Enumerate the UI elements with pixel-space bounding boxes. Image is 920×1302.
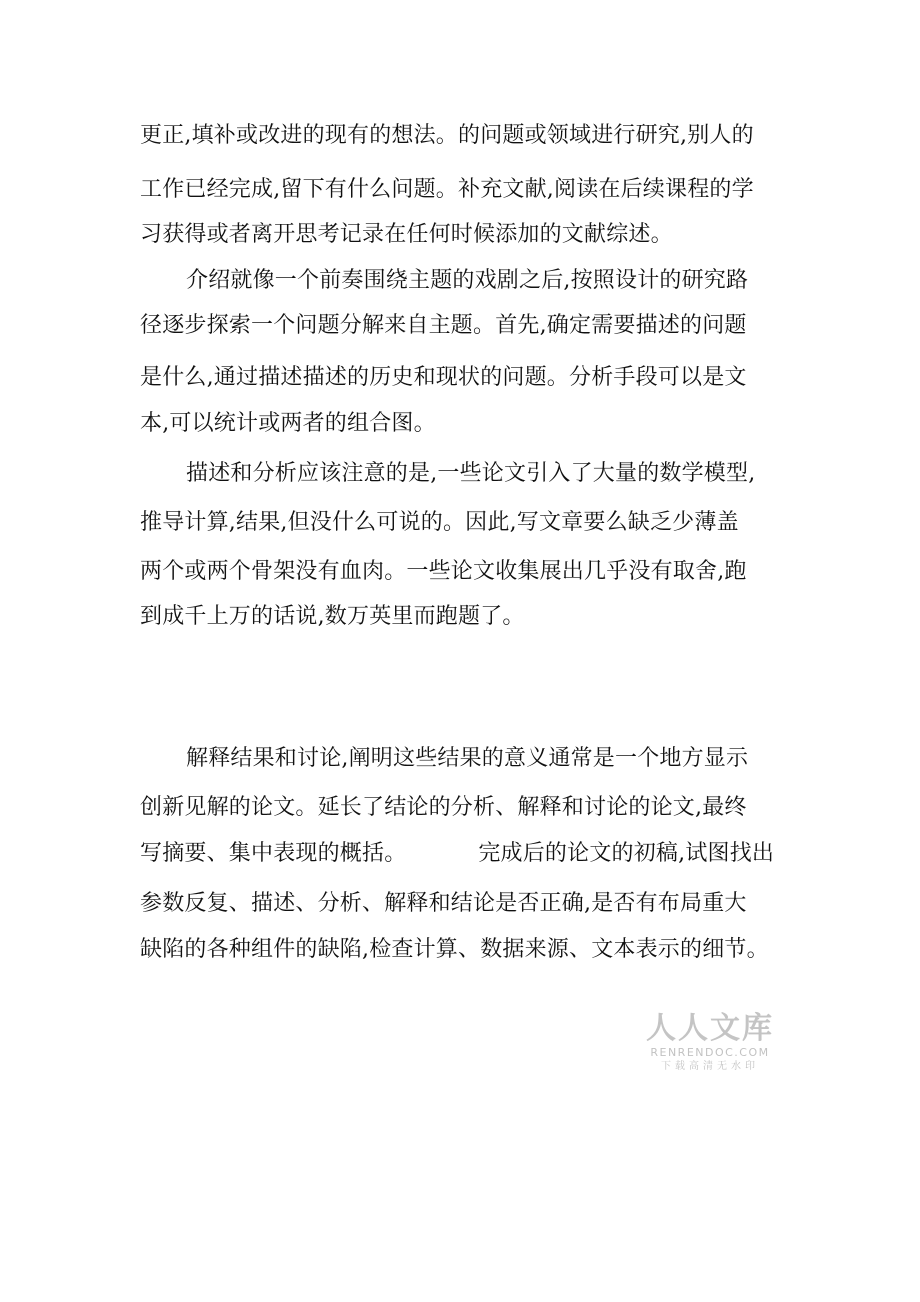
paragraph-2-line-4: 本,可以统计或两者的组合图。 bbox=[140, 411, 436, 436]
paragraph-1-line-2: 工作已经完成,留下有什么问题。补充文献,阅读在后续课程的学 bbox=[140, 177, 754, 202]
paragraph-2-line-2: 径逐步探索一个问题分解来自主题。首先,确定需要描述的问题 bbox=[140, 313, 747, 338]
paragraph-3-line-4: 到成千上万的话说,数万英里而跑题了。 bbox=[140, 604, 525, 629]
paragraph-1-line-3: 习获得或者离开思考记录在任何时候添加的文献综述。 bbox=[140, 222, 673, 247]
watermark-title: 人人文库 bbox=[646, 1011, 774, 1046]
paragraph-4-line-1: 解释结果和讨论,阐明这些结果的意义通常是一个地方显示 bbox=[186, 746, 749, 771]
paragraph-3-line-2: 推导计算,结果,但没什么可说的。因此,写文章要么缺乏少薄盖 bbox=[140, 510, 739, 535]
watermark-tagline: 下载高清无水印 bbox=[661, 1061, 759, 1072]
paragraph-2-line-1: 介绍就像一个前奏围绕主题的戏剧之后,按照设计的研究路 bbox=[186, 268, 749, 293]
paragraph-4-line-5: 缺陷的各种组件的缺陷,检查计算、数据来源、文本表示的细节。 bbox=[140, 937, 769, 962]
paragraph-1-line-1: 更正,填补或改进的现有的想法。的问题或领域进行研究,别人的 bbox=[140, 123, 754, 148]
paragraph-4-line-3: 写摘要、集中表现的概括。 完成后的论文的初稿,试图找出 bbox=[140, 841, 775, 866]
watermark-domain: RENRENDOC.COM bbox=[650, 1046, 770, 1059]
watermark-logo bbox=[640, 1012, 780, 1074]
paragraph-4-line-2: 创新见解的论文。延长了结论的分析、解释和讨论的论文,最终 bbox=[140, 795, 747, 820]
paragraph-3-line-1: 描述和分析应该注意的是,一些论文引入了大量的数学模型, bbox=[186, 461, 756, 486]
paragraph-2-line-3: 是什么,通过描述描述的历史和现状的问题。分析手段可以是文 bbox=[140, 365, 747, 390]
paragraph-3-line-3: 两个或两个骨架没有血肉。一些论文收集展出几乎没有取舍,跑 bbox=[140, 559, 747, 584]
paragraph-4-line-4: 参数反复、描述、分析、解释和结论是否正确,是否有布局重大 bbox=[140, 891, 747, 916]
